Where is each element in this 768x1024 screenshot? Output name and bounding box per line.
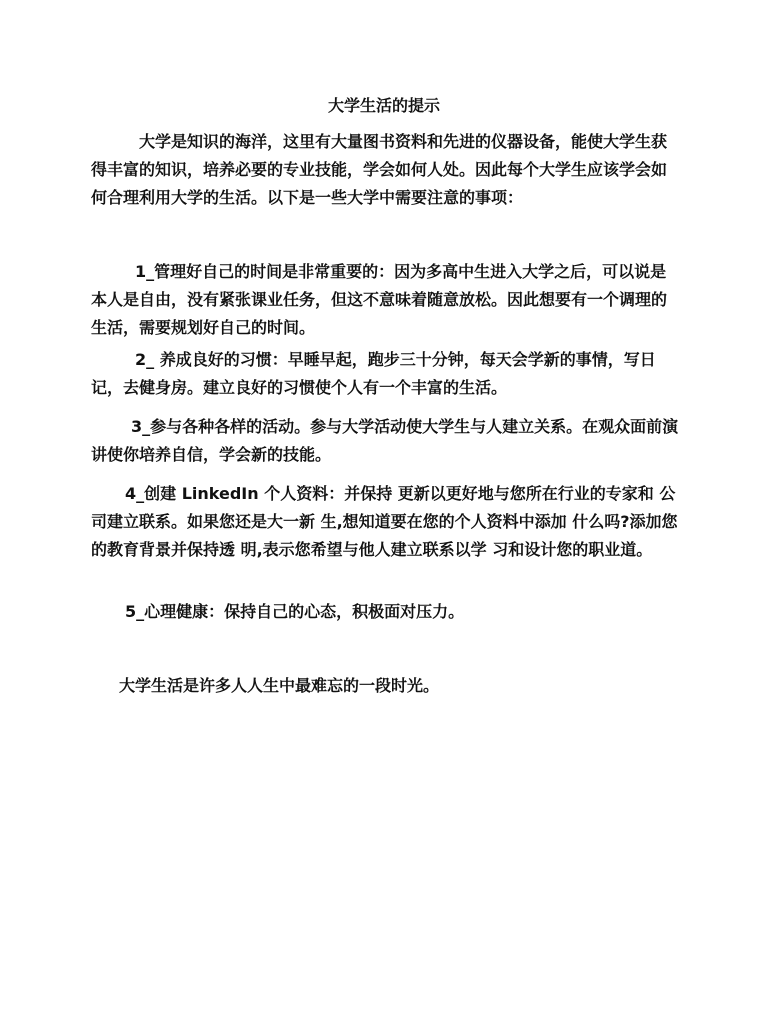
document-title: 大学生活的提示 (327, 96, 440, 115)
tip-item-3: 3_参与各种各样的活动。参与大学活动使大学生与人建立关系。在观众面前演讲使你培养自信，学会新的技能。 (91, 417, 679, 464)
closing-paragraph: 大学生活是许多人人生中最难忘的一段时光。 (119, 676, 440, 695)
intro-paragraph: 大学是知识的海洋，这里有大量图书资料和先进的仪器设备，能使大学生获得丰富的知识，培养必要的专业技能，学会如何人处。因此每个大学生应该学会如何合理利用大学的生活。以下是一些大学中需要注意的事项： (91, 132, 668, 207)
tip-item-1: 1_管理好自己的时间是非常重要的：因为多高中生进入大学之后，可以说是本人是自由，没有紧张课业任务，但这不意味着随意放松。因此想要有一个调理的生活，需要规划好自己的时间。 (91, 262, 668, 337)
tip-item-4: 4_创建 LinkedIn 个人资料：并保持 更新以更好地与您所在行业的专家和 公司建立联系。如果您还是大一新 生,想知道要在您的个人资料中添加 什么吗?添加您的教育背景并保持透 明,表示您希望与他人建立联系以学 习和设计您的职业道。 (91, 484, 678, 559)
tip-item-2: 2_ 养成良好的习惯：早睡早起，跑步三十分钟，每天会学新的事情，写日记，去健身房。建立良好的习惯使个人有一个丰富的生活。 (91, 350, 656, 397)
tip-item-5: 5_心理健康：保持自己的心态，积极面对压力。 (125, 602, 465, 621)
